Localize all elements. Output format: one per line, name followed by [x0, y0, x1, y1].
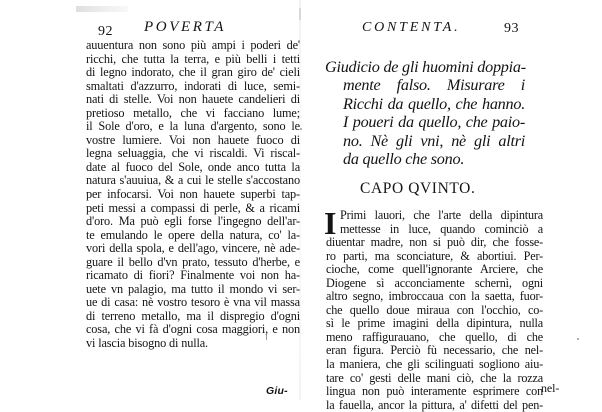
- text-line: lingua non può interamente esprimere con: [326, 384, 543, 399]
- text-line: ricamato di fiori? Finalmente voi non ha-: [86, 268, 300, 283]
- summary-line: Ricchi da quello, che hanno.: [343, 94, 525, 113]
- text-line: ro parti, ma sconciature, & abortiui. Per-: [326, 248, 543, 263]
- text-line: eran figura. Perciò fù necessario, che nel-: [326, 343, 543, 358]
- gutter-mark: [299, 8, 301, 20]
- text-line: date al fuoco del Sole, onde anco tutta la: [86, 159, 300, 174]
- running-head-title-left: POVERTA: [144, 19, 227, 35]
- library-stamp: [76, 6, 128, 12]
- text-line: altro segno, imbroccaua con la saetta, fuor-: [326, 289, 543, 304]
- text-line: legna seluaggia, che vi riscaldi. Vi riscal-: [86, 146, 300, 161]
- text-line: pretioso metallo, che vi facciano lume;: [86, 105, 300, 120]
- print-speck: [577, 338, 579, 340]
- left-running-head: [86, 19, 300, 39]
- text-line: ue di casa: nè vostro tesoro è vna vil massa: [86, 295, 300, 310]
- chapter-summary: [325, 58, 525, 168]
- text-line: peti messi a compassi di perle, & a ricami: [86, 200, 300, 215]
- summary-line: I poueri da quello, che paio-: [343, 113, 525, 132]
- summary-line: Giudicio de gli huomini doppia-: [325, 58, 526, 76]
- summary-line: da quello che sono.: [343, 149, 465, 168]
- text-line: che quello doue miraua con l'occhio, co-: [326, 302, 543, 317]
- text-line: diuentar madre, non si può dir, che fosse-: [326, 235, 543, 250]
- text-line: d'oro. Ma può egli forse l'ingegno dell'ar-: [86, 214, 300, 229]
- text-line: vostre lumiere. Voi non hauete fuoco di: [86, 132, 300, 147]
- catchword-right: nel-: [541, 381, 560, 395]
- text-line: mettesse in luce, quando cominciò a: [340, 221, 543, 236]
- text-line: tare co' gesti delle mani ciò, che la rozza: [326, 370, 543, 385]
- text-line: nati di stelle. Voi non hauete candelieri di: [86, 92, 300, 107]
- text-line: sì le prime imagini della dipintura, nulla: [326, 316, 543, 331]
- text-line: uete vn palagio, ma tutto il mondo vi ser-: [86, 281, 300, 296]
- running-head-title-right: CONTENTA.: [362, 20, 461, 35]
- text-line: di legno indorato, che il gran giro de' cieli: [86, 65, 300, 80]
- text-line: ricchi, che tutta la terra, e più belli i tetti: [86, 51, 300, 66]
- text-line: il Sole d'oro, e la luna d'argento, sono le: [86, 119, 300, 134]
- print-speck: [300, 128, 302, 130]
- text-line: meno raffigurauano, che quello, di che: [326, 329, 543, 344]
- text-line: Primi lauori, che l'arte della dipintura: [340, 208, 543, 222]
- opening-paragraph: [324, 205, 543, 241]
- text-line: cosa, che vi fà d'ogni cosa maggiori, e non: [86, 322, 300, 337]
- text-line: vori della spola, e dell'ago, vincere, nè ade-: [86, 241, 300, 256]
- text-line: auuentura non sono più ampi i poderi de': [86, 38, 300, 52]
- left-page: [86, 19, 300, 351]
- text-line: per infocarsi. Voi non hauete superbi tap-: [86, 187, 300, 202]
- page-number-left: 92: [98, 24, 113, 39]
- drop-cap: I: [324, 205, 337, 241]
- text-line: vi lascia bisogno di nulla.: [86, 336, 208, 351]
- right-body-text: [324, 205, 543, 412]
- text-line: guare il bello d'vn prato, tessuto d'herbe, e: [86, 254, 300, 269]
- text-line: la maniera, che gli scilinguati sogliono aiu-: [326, 357, 543, 372]
- text-line: la fauella, ancor la pittura, a' difetti del pen-: [326, 397, 543, 412]
- text-line: di terreno metallo, ma il dispregio d'ogni: [86, 308, 300, 323]
- text-line: Diogene sì acconciamente schernì, ogni: [326, 275, 543, 290]
- chapter-heading: CAPO QVINTO.: [360, 180, 476, 197]
- summary-line: no. Nè gli vni, nè gli altri: [343, 131, 525, 150]
- text-line: cioche, come quell'ignorante Arciere, che: [326, 262, 543, 277]
- text-line: te emulando le opere della natura, co' la-: [86, 227, 300, 242]
- text-line: natura s'auuiua, & a cui le stelle s'accostano: [86, 173, 300, 188]
- page-number-right: 93: [504, 21, 519, 36]
- text-line: smaltati d'azzurro, indorati di luce, semi-: [86, 78, 300, 93]
- catchword-left: Giu-: [266, 385, 288, 397]
- left-body-text: [86, 39, 300, 351]
- summary-line: mente falso. Misurare i: [343, 76, 525, 95]
